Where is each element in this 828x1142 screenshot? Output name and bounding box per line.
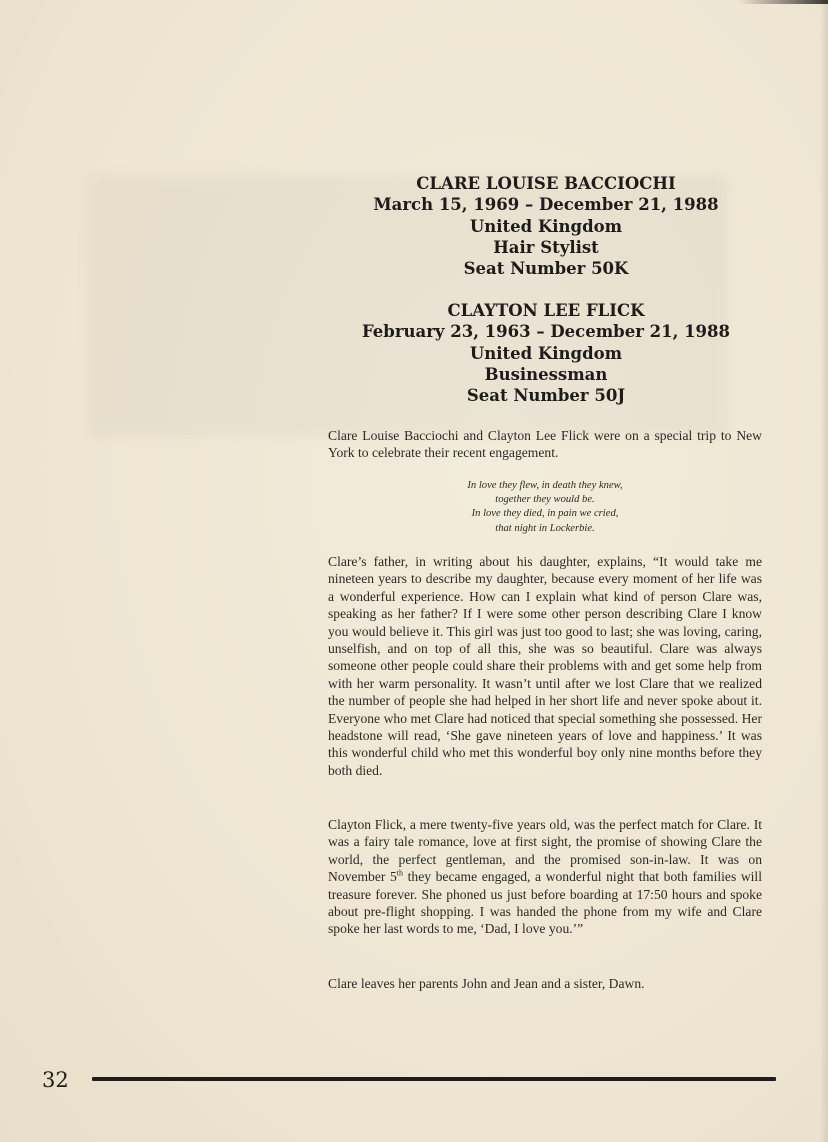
clayton-paragraph <box>328 816 762 938</box>
clayton-text-part-1: Clayton Flick, a mere twenty-five years old, was the perfect match for Clare. It was a fairy tale romance, love at first sight, the promise of showing Clare the world, the perfect gentleman, and the promised son-in-law. It was on November 5 <box>328 817 762 885</box>
poem <box>420 479 670 536</box>
person-heading-clare <box>330 173 762 279</box>
person-heading-clayton <box>330 300 762 406</box>
person-seat: Seat Number 50J <box>466 386 626 406</box>
person-country: United Kingdom <box>469 216 623 236</box>
page-edge <box>820 0 828 1142</box>
person-dates: March 15, 1969 – December 21, 1988 <box>373 195 719 215</box>
poem-line: In love they flew, in death they knew, <box>467 480 623 491</box>
person-name: CLAYTON LEE FLICK <box>447 301 645 320</box>
page-number: 32 <box>42 1068 69 1092</box>
person-seat: Seat Number 50K <box>463 259 629 279</box>
poem-line: together they would be. <box>495 494 595 506</box>
person-occupation: Businessman <box>484 364 608 384</box>
intro-paragraph: Clare Louise Bacciochi and Clayton Lee Flick were on a special trip to New York to celebrate their recent engagement. <box>328 428 762 461</box>
father-paragraph: Clare’s father, in writing about his daughter, explains, “It would take me nineteen years to describe my daughter, because every moment of her life was a wonderful experience. How can I explain what kind of person Clare was, speaking as her father? If I were some other person describing Clare I know you would believe it. This girl was just too good to last; she was loving, caring, unselfish, and on top of all this, she was so beautiful. Clare was always someone other people could share their problems with and get some help from with her warm personality. It wasn’t until after we lost Clare that we realized the number of people she had helped in her short life and never spoke about it. Everyone who met Clare had noticed that special something she possessed. Her headstone will read, ‘She gave nineteen years of love and happiness.’ It was this wonderful child who met this wonderful boy only nine months before they both died. <box>328 554 762 778</box>
footer-rule <box>92 1077 776 1081</box>
ordinal-suffix: th <box>396 868 404 878</box>
poem-line: In love they died, in pain we cried, <box>471 508 619 520</box>
clayton-text-part-2: they became engaged, a wonderful night that both families will treasure forever. She phoned us just before boarding at 17:50 hours and spoke about pre-flight shopping. I was handed the phone from my wife and Clare spoke her last words to me, ‘Dad, I love you.’” <box>328 869 762 937</box>
person-occupation: Hair Stylist <box>493 237 599 257</box>
person-country: United Kingdom <box>469 343 623 363</box>
page-edge-top <box>738 0 828 4</box>
closing-paragraph: Clare leaves her parents John and Jean and a sister, Dawn. <box>328 976 645 991</box>
poem-line: that night in Lockerbie. <box>495 522 595 534</box>
person-name: CLARE LOUISE BACCIOCHI <box>416 174 676 193</box>
person-dates: February 23, 1963 – December 21, 1988 <box>361 322 731 342</box>
